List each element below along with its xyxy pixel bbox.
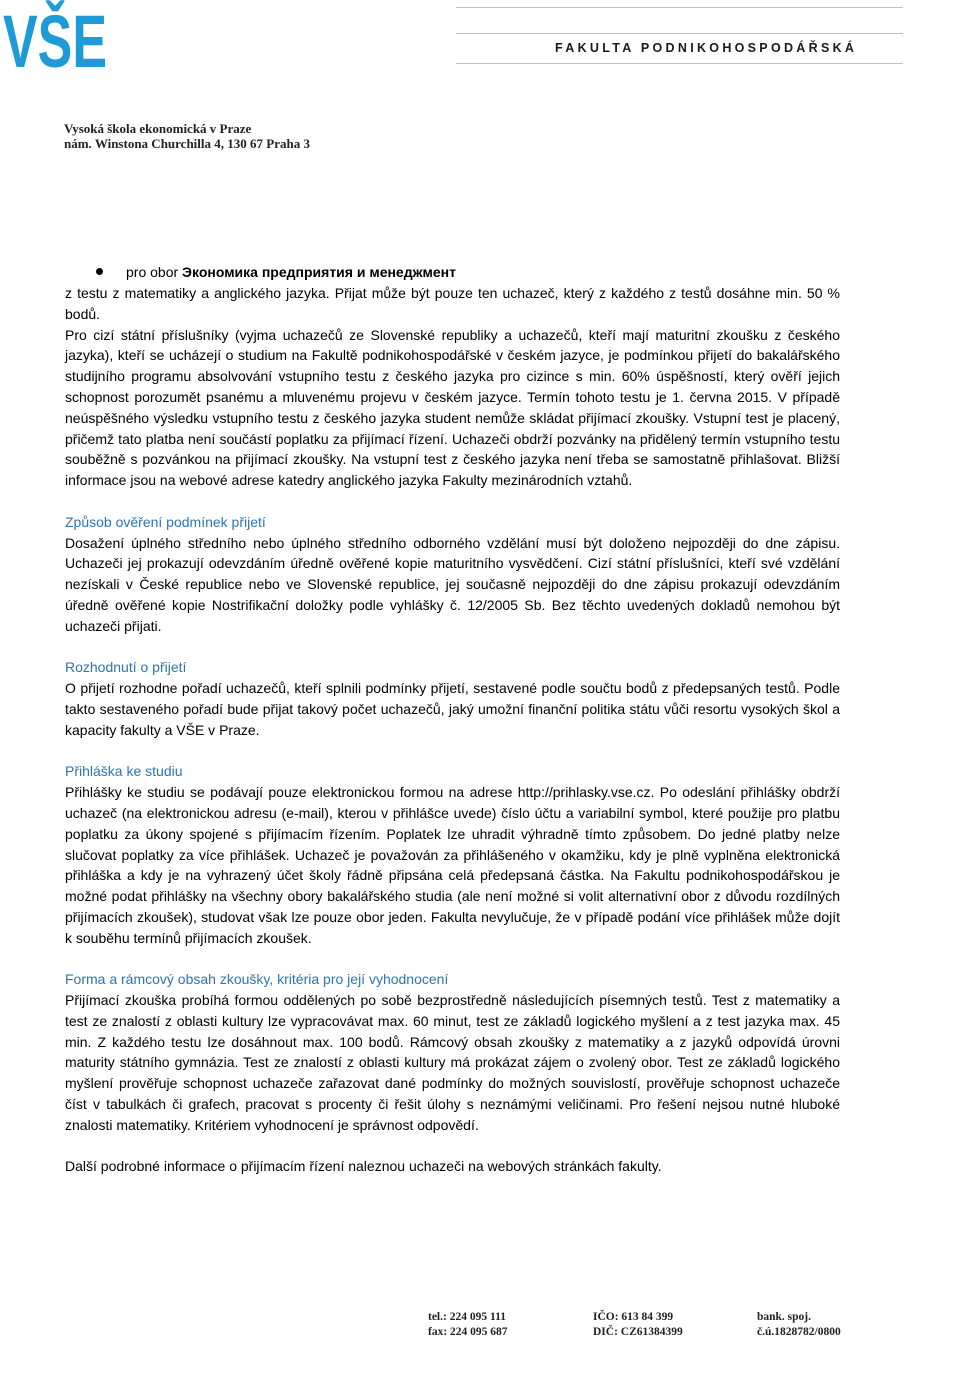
bullet-program: Экономика предприятия и менеджмент — [182, 264, 456, 280]
paragraph-foreigners: Pro cizí státní příslušníky (vyjma uchazečů ze Slovenské republiky a uchazečů, kteří mají maturitní zkoušku z českého jazyka), kteří se ucházejí o studium na Fakultě podnikohospodářské v českém jazyce, je podmínkou přijetí do bakalářského studijního programu absolvování vstupního testu z českého jazyka pro cizince s min. 60% úspěšností, který ověří jejich schopnost porozumět psanému a mluvenému projevu v českém jazyce. Termín tohoto testu je 1. června 2015. V případě neúspěšného výsledku vstupního testu z českého jazyka student nemůže skládat přijímací zkoušky. Vstupní test je placený, přičemž tato platba není součástí poplatku za přijímací řízení. Uchazeči obdrží pozvánky na přidělený termín vstupního testu souběžně s pozvánkou na přijímací zkoušky. Na vstupní test z českého jazyka není třeba se samostatně přihlašovat. Bližší informace jsou na webové adrese katedry anglického jazyka Fakulty mezinárodních vztahů. — [65, 326, 840, 489]
bullet-item — [126, 262, 456, 282]
footer-bank: bank. spoj. — [757, 1311, 812, 1323]
footer-ico: IČO: 613 84 399 — [593, 1311, 674, 1323]
footer-dic: DIČ: CZ61384399 — [593, 1326, 683, 1338]
footer-tel: tel.: 224 095 111 — [428, 1311, 506, 1323]
paragraph-admission-decision: O přijetí rozhodne pořadí uchazečů, kteří splnili podmínky přijetí, sestavené podle součtu bodů z předepsaných testů. Podle takto sestaveného pořadí bude přijat takový počet uchazečů, jaký umožní finanční politika státu vůči resortu vysokých škol a kapacity fakulty a VŠE v Praze. — [65, 680, 840, 738]
footer-phone-block — [428, 1310, 508, 1340]
heading-exam-form: Forma a rámcový obsah zkoušky, kritéria pro její vyhodnocení — [65, 971, 449, 988]
paragraph-application: Přihlášky ke studiu se podávají pouze elektronickou formou na adrese http://prihlasky.vse.cz. Po odeslání přihlášky obdrží uchazeč (na elektronickou adresu (e-mail), kterou v přihlášce uvede) číslo účtu a variabilní symbol, které použije pro platbu poplatku za úkony spojené s přijímacím řízením. Poplatek lze uhradit výhradně tímto způsobem. Do jedné platby nelze slučovat poplatky za více přihlášek. Uchazeč je považován za přihlášeného v okamžiku, kdy je plně vyplněna elektronická přihláška a kdy je na vyhrazený účet školy řádně připsána celá předepsaná částka. Na Fakultu podnikohospodářskou je možné podat přihlášky na všechny obory bakalářského studia (ale není možné si volit alternativní obor z důvodu rozdílných přijímacích zkoušek), studovat však lze pouze obor jeden. Fakulta nevylučuje, že v případě podání více přihlášek může dojít k souběhu termínů přijímacích zkoušek. — [65, 784, 840, 946]
document-body — [65, 283, 840, 1177]
header-rule-top — [456, 7, 903, 8]
footer-account: č.ú.1828782/0800 — [757, 1326, 841, 1338]
header-rule-bottom — [456, 63, 903, 64]
header-rule-middle — [456, 33, 903, 34]
paragraph-test-requirement: z testu z matematiky a anglického jazyka. Přijat může být pouze ten uchazeč, který z každého z testů dosáhne min. 50 % bodů. — [65, 285, 840, 322]
paragraph-more-info: Další podrobné informace o přijímacím řízení naleznou uchazeči na webových stránkách fakulty. — [65, 1158, 662, 1175]
school-street: nám. Winstona Churchilla 4, 130 67 Praha 3 — [64, 136, 310, 151]
footer-ids-block — [593, 1310, 683, 1340]
paragraph-verification: Dosažení úplného středního nebo úplného středního odborného vzdělání musí být doloženo nejpozději do dne zápisu. Uchazeči jej prokazují odevzdáním úředně ověřené kopie maturitního vysvědčení. Cizí státní příslušníci, kteří své vzdělání nezískali v České republice nebo ve Slovenské republice, jej současně nejpozději do dne zápisu prokazují odevzdáním úředně ověřené kopie Nostrifikační doložky podle vyhlášky č. 12/2005 Sb. Bez těchto uvedených dokladů nemohou být uchazeči přijati. — [65, 534, 840, 634]
heading-verification: Způsob ověření podmínek přijetí — [65, 513, 266, 530]
faculty-name: FAKULTA PODNIKOHOSPODÁŘSKÁ — [555, 41, 858, 55]
footer-bank-block — [757, 1310, 841, 1340]
footer-fax: fax: 224 095 687 — [428, 1326, 508, 1338]
school-address — [64, 121, 310, 151]
vse-logo-text: VŠE — [3, 0, 107, 83]
heading-application: Přihláška ke studiu — [65, 763, 183, 780]
vse-logo — [3, 0, 107, 83]
school-name: Vysoká škola ekonomická v Praze — [64, 121, 252, 136]
paragraph-exam-form: Přijímací zkouška probíhá formou oddělených po sobě bezprostředně následujících písemných testů. Test z matematiky a test ze znalostí z oblasti kultury lze vypracovávat max. 60 minut, test ze základů logického myšlení a z test jazyka max. 45 min. Z každého testu lze dosáhnout max. 100 bodů. Rámcový obsah zkoušky z matematiky a z jazyků odpovídá úrovni maturity státního gymnázia. Test ze znalostí z oblasti kultury má prokázat zájem o zvolený obor. Test ze základů logického myšlení prověřuje schopnost uchazeče zařazovat dané podmínky do možných souvislostí, prověřuje schopnost uchazeče číst v tabulkách či grafech, pracovat s procenty či řešit úlohy s neznámými veličinami. Pro řešení nejsou nutné hluboké znalosti matematiky. Kritériem vyhodnocení je správnost odpovědí. — [65, 992, 840, 1133]
bullet-icon — [96, 268, 103, 275]
bullet-prefix: pro obor — [126, 264, 183, 280]
heading-admission-decision: Rozhodnutí o přijetí — [65, 659, 187, 676]
